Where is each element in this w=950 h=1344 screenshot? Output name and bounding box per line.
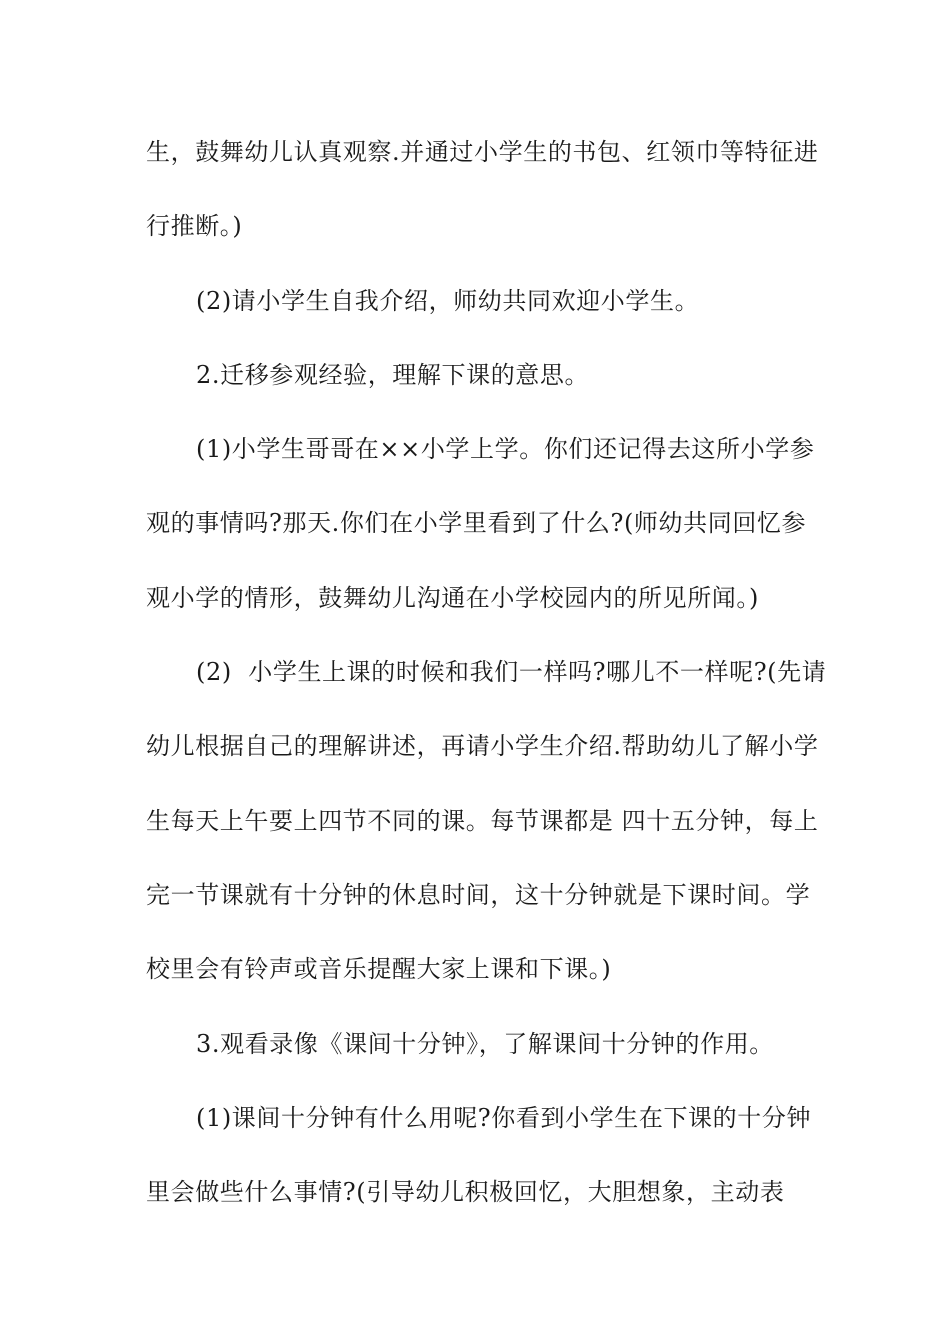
text-line: (1)课间十分钟有什么用呢?你看到小学生在下课的十分钟	[196, 1104, 812, 1132]
text-line: (2) 小学生上课的时候和我们一样吗?哪儿不一样呢?(先请	[196, 658, 827, 686]
text-line: 行推断。)	[146, 212, 243, 240]
text-line: 校里会有铃声或音乐提醒大家上课和下课。)	[146, 955, 612, 983]
text-line: 完一节课就有十分钟的休息时间，这十分钟就是下课时间。学	[146, 881, 811, 909]
section-heading: 3.观看录像《课间十分钟》，了解课间十分钟的作用。	[196, 1030, 774, 1058]
text-line: 生每天上午要上四节不同的课。每节课都是 四十五分钟，每上	[146, 807, 819, 835]
text-line: 幼儿根据自己的理解讲述，再请小学生介绍.帮助幼儿了解小学	[146, 732, 819, 760]
text-line: 生，鼓舞幼儿认真观察.并通过小学生的书包、红领巾等特征进	[146, 138, 819, 166]
section-heading: 2.迁移参观经验，理解下课的意思。	[196, 361, 590, 389]
text-line: 观小学的情形，鼓舞幼儿沟通在小学校园内的所见所闻。)	[146, 584, 759, 612]
text-line: 里会做些什么事情?(引导幼儿积极回忆，大胆想象，主动表	[146, 1178, 785, 1206]
text-line: (2)请小学生自我介绍，师幼共同欢迎小学生。	[196, 287, 700, 315]
text-line: (1)小学生哥哥在××小学上学。你们还记得去这所小学参	[196, 435, 815, 463]
text-line: 观的事情吗?那天.你们在小学里看到了什么?(师幼共同回忆参	[146, 509, 807, 537]
